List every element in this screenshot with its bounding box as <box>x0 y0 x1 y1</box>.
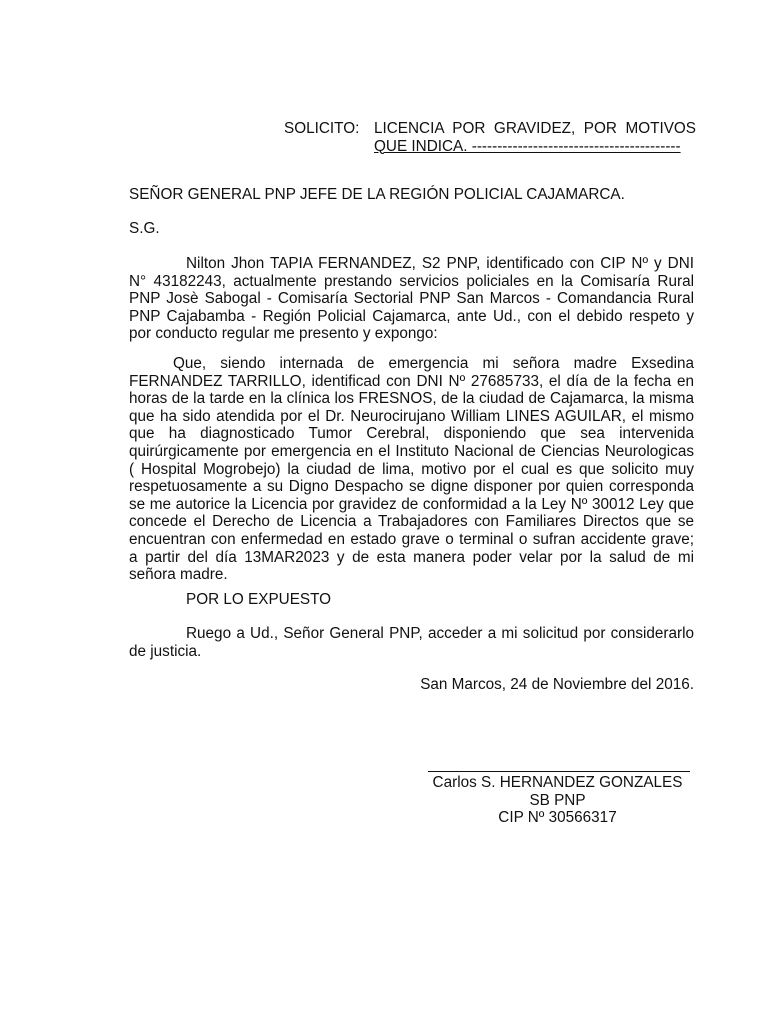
signature-block <box>420 774 695 827</box>
subject-block <box>284 120 696 155</box>
salutation: S.G. <box>129 220 160 237</box>
subject-line-2: QUE INDICA. ----------------------------------------- <box>374 137 681 155</box>
signatory-name: Carlos S. HERNANDEZ GONZALES <box>432 774 683 791</box>
signatory-rank: SB PNP <box>529 791 586 809</box>
subject-label: SOLICITO: <box>284 120 360 137</box>
signature-line <box>428 771 690 772</box>
paragraph-request: Que, siendo internada de emergencia mi señora madre Exsedina FERNANDEZ TARRILLO, identificad con DNI Nº 27685733, el día de la fecha en horas de la tarde en la clínica los FRESNOS, de la ciudad de Cajamarca, la misma que ha sido atendida por el Dr. Neurocirujano William LINES AGUILAR, el mismo que ha diagnosticado Tumor Cerebral, disponiendo que sea intervenida quirúrgicamente por emergencia en el Instituto Nacional de Ciencias Neurologicas ( Hospital Mogrobejo) la ciudad de lima, motivo por el cual es que solicito muy respetuosamente a su Digno Despacho se digne disponer por quien corresponda se me autorice la Licencia por gravidez de conformidad a la Ley Nº 30012 Ley que concede el Derecho de Licencia a Trabajadores con Familiares Directos que se encuentran con enfermedad en estado grave o terminal o sufran accidente grave; a partir del día 13MAR2023 y de esta manera poder velar por la salud de mi señora madre. <box>129 355 694 584</box>
paragraph-introduction: Nilton Jhon TAPIA FERNANDEZ, S2 PNP, identificado con CIP Nº y DNI N° 43182243, actualmente prestando servicios policiales en la Comisaría Rural PNP Josè Sabogal - Comisaría Sectorial PNP San Marcos - Comandancia Rural PNP Cajabamba - Región Policial Cajamarca, ante Ud., con el debido respeto y por conducto regular me presento y expongo: <box>129 255 694 343</box>
signatory-cip: CIP Nº 30566317 <box>498 809 617 827</box>
addressee: SEÑOR GENERAL PNP JEFE DE LA REGIÓN POLICIAL CAJAMARCA. <box>129 186 625 203</box>
subject-line-1: LICENCIA POR GRAVIDEZ, POR MOTIVOS <box>374 120 696 137</box>
por-lo-expuesto-heading: POR LO EXPUESTO <box>186 591 332 608</box>
subject-row <box>284 120 696 138</box>
place-date: San Marcos, 24 de Noviembre del 2016. <box>420 676 694 693</box>
paragraph-closing: Ruego a Ud., Señor General PNP, acceder a mi solicitud por considerarlo de justicia. <box>129 625 694 660</box>
